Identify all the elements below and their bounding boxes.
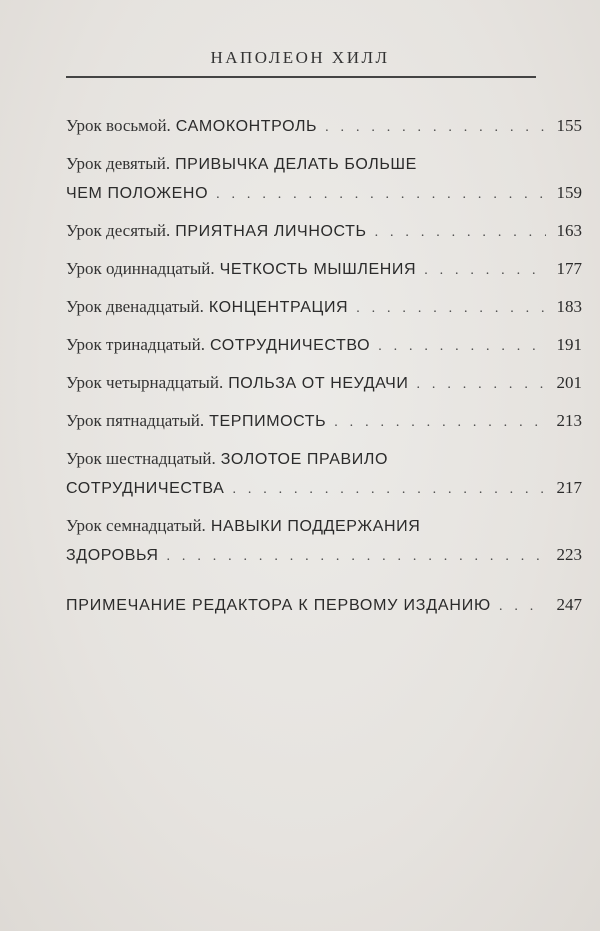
leader-dots bbox=[216, 181, 546, 209]
toc-entry bbox=[66, 512, 582, 571]
lesson-label: Урок восьмой. bbox=[66, 116, 171, 135]
page-number: 223 bbox=[556, 545, 582, 564]
toc-entry bbox=[66, 112, 582, 142]
lesson-label: Урок четырнадцатый. bbox=[66, 373, 224, 392]
lesson-title-continued: ЗДОРОВЬЯ bbox=[66, 547, 159, 564]
editor-note-title: ПРИМЕЧАНИЕ РЕДАКТОРА К ПЕРВОМУ ИЗДАНИЮ bbox=[66, 597, 491, 614]
toc-entry-editor-note bbox=[66, 591, 582, 621]
lesson-label: Урок семнадцатый. bbox=[66, 516, 206, 535]
toc-entry bbox=[66, 407, 582, 437]
toc-entry bbox=[66, 445, 582, 504]
page-number: 247 bbox=[556, 595, 582, 614]
header-rule bbox=[66, 76, 536, 78]
leader-dots bbox=[232, 476, 546, 504]
lesson-label: Урок шестнадцатый. bbox=[66, 449, 216, 468]
toc-entry bbox=[66, 331, 582, 361]
leader-dots bbox=[167, 543, 546, 571]
lesson-title: СОТРУДНИЧЕСТВО bbox=[209, 337, 371, 354]
lesson-title: ЧЕТКОСТЬ МЫШЛЕНИЯ bbox=[219, 261, 417, 278]
toc-entry bbox=[66, 150, 582, 209]
toc-entry bbox=[66, 217, 582, 247]
page-number: 163 bbox=[556, 221, 582, 240]
lesson-label: Урок тринадцатый. bbox=[66, 335, 205, 354]
table-of-contents bbox=[66, 112, 582, 629]
leader-dots bbox=[356, 295, 546, 323]
lesson-title: ПОЛЬЗА ОТ НЕУДАЧИ bbox=[228, 375, 409, 392]
lesson-title: НАВЫКИ ПОДДЕРЖАНИЯ bbox=[210, 518, 421, 535]
lesson-title-continued: СОТРУДНИЧЕСТВА bbox=[66, 480, 225, 497]
page-number: 201 bbox=[556, 373, 582, 392]
page-number: 191 bbox=[556, 335, 582, 354]
leader-dots bbox=[325, 114, 546, 142]
leader-dots bbox=[378, 333, 546, 361]
page-number: 217 bbox=[556, 478, 582, 497]
leader-dots bbox=[417, 371, 546, 399]
page-number: 155 bbox=[556, 116, 582, 135]
lesson-title: ЗОЛОТОЕ ПРАВИЛО bbox=[220, 451, 388, 468]
lesson-label: Урок девятый. bbox=[66, 154, 171, 173]
leader-dots bbox=[499, 593, 546, 621]
lesson-title: КОНЦЕНТРАЦИЯ bbox=[208, 299, 349, 316]
page-number: 213 bbox=[556, 411, 582, 430]
lesson-title: ПРИВЫЧКА ДЕЛАТЬ БОЛЬШЕ bbox=[175, 156, 417, 173]
lesson-label: Урок десятый. bbox=[66, 221, 171, 240]
running-head: НАПОЛЕОН ХИЛЛ bbox=[210, 48, 390, 67]
lesson-title: ПРИЯТНАЯ ЛИЧНОСТЬ bbox=[175, 223, 367, 240]
page-number: 177 bbox=[556, 259, 582, 278]
lesson-label: Урок пятнадцатый. bbox=[66, 411, 205, 430]
lesson-title-continued: ЧЕМ ПОЛОЖЕНО bbox=[66, 185, 209, 202]
toc-entry bbox=[66, 369, 582, 399]
lesson-title: САМОКОНТРОЛЬ bbox=[175, 118, 318, 135]
page-number: 159 bbox=[556, 183, 582, 202]
leader-dots bbox=[424, 257, 546, 285]
leader-dots bbox=[375, 219, 546, 247]
leader-dots bbox=[334, 409, 546, 437]
lesson-label: Урок двенадцатый. bbox=[66, 297, 204, 316]
lesson-title: ТЕРПИМОСТЬ bbox=[209, 413, 327, 430]
page-number: 183 bbox=[556, 297, 582, 316]
toc-entry bbox=[66, 293, 582, 323]
lesson-label: Урок одиннадцатый. bbox=[66, 259, 215, 278]
toc-entry bbox=[66, 255, 582, 285]
